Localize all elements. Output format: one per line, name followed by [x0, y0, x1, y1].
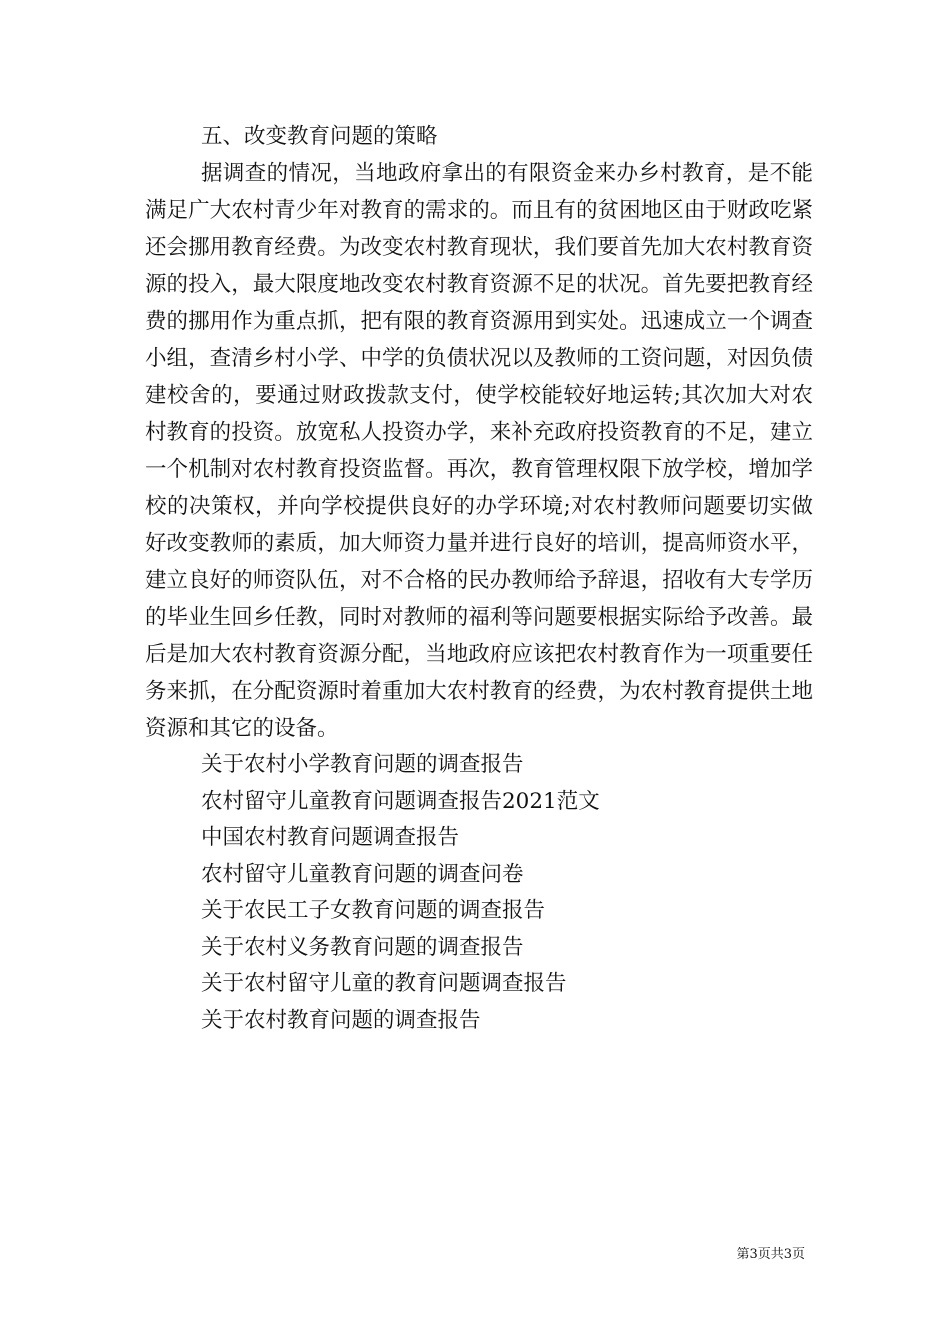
related-link[interactable]: 农村留守儿童教育问题的调查问卷: [201, 861, 524, 887]
document-content: [145, 118, 813, 1039]
body-paragraph: 据调查的情况，当地政府拿出的有限资金来办乡村教育，是不能满足广大农村青少年对教育的需求的。而且有的贫困地区由于财政吃紧还会挪用教育经费。为改变农村教育现状，我们要首先加大农村教育资源的投入，最大限度地改变农村教育资源不足的状况。首先要把教育经费的挪用作为重点抓，把有限的教育资源用到实处。迅速成立一个调查小组，查清乡村小学、中学的负债状况以及教师的工资问题，对因负债建校舍的，要通过财政拨款支付，使学校能较好地运转;其次加大对农村教育的投资。放宽私人投资办学，来补充政府投资教育的不足，建立一个机制对农村教育投资监督。再次，教育管理权限下放学校，增加学校的决策权，并向学校提供良好的办学环境;对农村教师问题要切实做好改变教师的素质，加大师资力量并进行良好的培训，提高师资水平，建立良好的师资队伍，对不合格的民办教师给予辞退，招收有大专学历的毕业生回乡任教，同时对教师的福利等问题要根据实际给予改善。最后是加大农村教育资源分配，当地政府应该把农村教育作为一项重要任务来抓，在分配资源时着重加大农村教育的经费，为农村教育提供土地资源和其它的设备。: [145, 161, 813, 741]
related-link[interactable]: 关于农村教育问题的调查报告: [201, 1007, 481, 1033]
section-heading: 五、改变教育问题的策略: [201, 124, 438, 149]
related-link[interactable]: 关于农民工子女教育问题的调查报告: [201, 898, 546, 923]
related-link[interactable]: 关于农村义务教育问题的调查报告: [201, 934, 524, 960]
related-link[interactable]: 关于农村小学教育问题的调查报告: [201, 752, 524, 777]
related-link[interactable]: 中国农村教育问题调查报告: [201, 825, 460, 850]
related-link[interactable]: 关于农村留守儿童的教育问题调查报告: [201, 971, 567, 996]
page-number-footer: 第3页共3页: [736, 1247, 805, 1262]
related-link[interactable]: 农村留守儿童教育问题调查报告2021范文: [201, 788, 600, 814]
related-links-list: [145, 747, 813, 1039]
